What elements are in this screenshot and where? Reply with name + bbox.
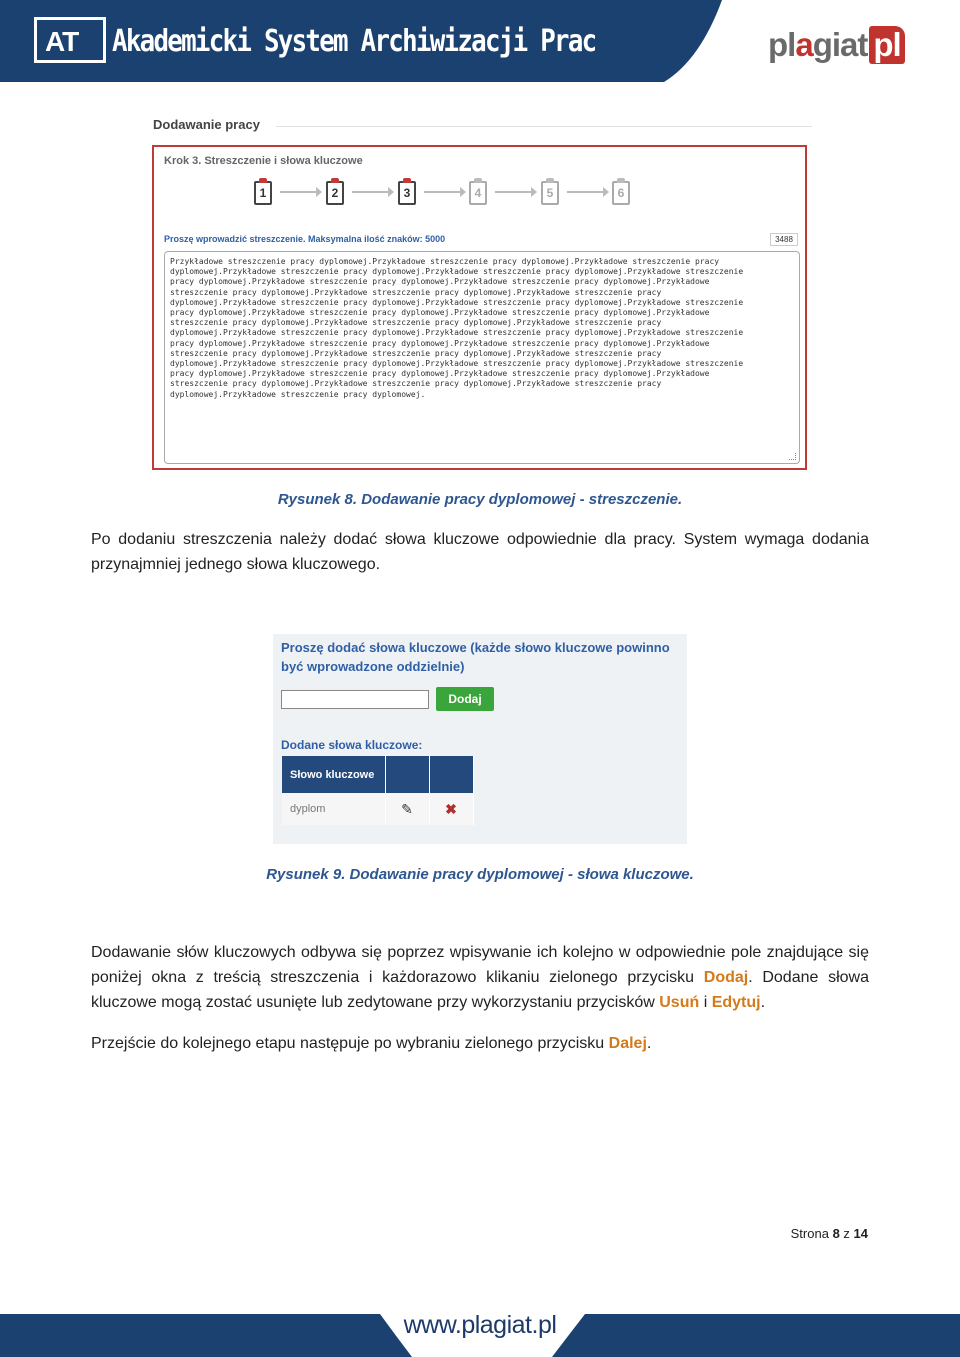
keyword-input[interactable]	[281, 690, 429, 709]
page-middle: z	[839, 1226, 854, 1241]
char-count: 3488	[770, 233, 798, 246]
brand-text-d: pl	[869, 26, 904, 64]
header-logo	[34, 17, 106, 63]
highlight-usun: Usuń	[659, 994, 700, 1011]
summary-line: dyplomowej.Przykładowe streszczenie pracy dyplomowej.Przykładowe streszczenie pracy dyplomowej.Przykładowe streszczenie	[170, 359, 744, 369]
step-6[interactable]: 6	[612, 181, 630, 205]
summary-line: streszczenie pracy dyplomowej.Przykładowe streszczenie pracy dyplomowej.Przykładowe streszczenie pracy	[170, 379, 662, 389]
page-total: 14	[853, 1226, 868, 1241]
arrow-right-icon	[352, 191, 390, 193]
header-title: Akademicki System Archiwizacji Prac	[112, 24, 596, 59]
step-panel	[152, 145, 807, 470]
brand-text-b: a	[795, 26, 813, 63]
summary-line: dyplomowej.Przykładowe streszczenie pracy dyplomowej.	[170, 389, 426, 399]
brand-text-a: pl	[768, 26, 796, 63]
summary-line: pracy dyplomowej.Przykładowe streszczenie pracy dyplomowej.Przykładowe streszczenie pracy dyplomowej.Przykładowe	[170, 277, 710, 287]
step-1[interactable]: 1	[254, 181, 272, 205]
table-row	[282, 793, 473, 825]
column-header-edit	[385, 756, 429, 793]
added-keywords-label: Dodane słowa kluczowe:	[281, 738, 423, 752]
add-keyword-button[interactable]: Dodaj	[436, 687, 494, 711]
summary-line: streszczenie pracy dyplomowej.Przykładowe streszczenie pracy dyplomowej.Przykładowe streszczenie pracy	[170, 348, 662, 358]
step-label: Krok 3. Streszczenie i słowa kluczowe	[164, 155, 363, 167]
column-header-keyword: Słowo kluczowe	[282, 756, 385, 793]
summary-line: pracy dyplomowej.Przykładowe streszczenie pracy dyplomowej.Przykładowe streszczenie pracy dyplomowej.Przykładowe	[170, 369, 710, 379]
text-span: .	[760, 994, 766, 1011]
summary-line: pracy dyplomowej.Przykładowe streszczenie pracy dyplomowej.Przykładowe streszczenie pracy dyplomowej.Przykładowe	[170, 338, 710, 348]
keywords-label: Proszę dodać słowa kluczowe (każde słowo kluczowe powinno być wprowadzone oddzielnie)	[281, 640, 670, 674]
text-span: Przejście do kolejnego etapu następuje po wybraniu zielonego przycisku	[91, 1035, 609, 1052]
keywords-table	[282, 756, 474, 825]
paragraph-intro: Po dodaniu streszczenia należy dodać słowa kluczowe odpowiednie dla pracy. System wymaga dodania przynajmniej jednego słowa kluczowego.	[91, 531, 869, 573]
highlight-dalej: Dalej	[608, 1035, 647, 1052]
plagiat-logo	[768, 26, 905, 64]
step-5[interactable]: 5	[541, 181, 559, 205]
resize-grip-icon[interactable]	[789, 453, 796, 460]
pencil-icon[interactable]: ✎	[385, 793, 429, 825]
highlight-dodaj: Dodaj	[703, 969, 749, 986]
x-icon[interactable]: ✖	[429, 793, 473, 825]
text-span: . Dodane słowa kluczowe mogą zostać usunięte lub zedytowane przy wykorzystaniu przycisków	[91, 969, 870, 1011]
summary-line: Przykładowe streszczenie pracy dyplomowej.Przykładowe streszczenie pracy dyplomowej.Przykładowe streszczenie pracy	[170, 257, 720, 266]
summary-line: dyplomowej.Przykładowe streszczenie pracy dyplomowej.Przykładowe streszczenie pracy dyplomowej.Przykładowe streszczenie	[170, 267, 744, 277]
text-span: i	[699, 994, 712, 1011]
page-number	[791, 1226, 868, 1241]
figure-summary-screenshot	[148, 108, 812, 470]
header-logo-text: AT	[45, 26, 79, 57]
summary-line: dyplomowej.Przykładowe streszczenie pracy dyplomowej.Przykładowe streszczenie pracy dyplomowej.Przykładowe streszczenie	[170, 297, 744, 307]
figure-caption-9: Rysunek 9. Dodawanie pracy dyplomowej - słowa kluczowe.	[266, 866, 694, 883]
table-header-row	[282, 756, 473, 793]
brand-text-c: giat	[812, 26, 868, 63]
figure-keywords-screenshot	[273, 634, 687, 844]
step-3[interactable]: 3	[398, 181, 416, 205]
arrow-right-icon	[567, 191, 605, 193]
text-span: .	[646, 1035, 652, 1052]
summary-line: dyplomowej.Przykładowe streszczenie pracy dyplomowej.Przykładowe streszczenie pracy dyplomowej.Przykładowe streszczenie	[170, 328, 744, 338]
page-prefix: Strona	[790, 1226, 833, 1241]
highlight-edytuj: Edytuj	[711, 994, 761, 1011]
arrow-right-icon	[424, 191, 462, 193]
keyword-cell: dyplom	[282, 793, 385, 825]
text-span: Dodawanie słów kluczowych odbywa się poprzez wpisywanie ich kolejno w odpowiednie pole znajdujące się poniżej okna z treścią streszczenia i każdorazowo klikaniu zielonego przycisku	[91, 944, 869, 986]
summary-textarea[interactable]	[164, 251, 800, 464]
summary-line: streszczenie pracy dyplomowej.Przykładowe streszczenie pracy dyplomowej.Przykładowe streszczenie pracy	[170, 318, 662, 328]
paragraph-next	[91, 1031, 869, 1056]
page-current: 8	[832, 1226, 840, 1241]
summary-label: Proszę wprowadzić streszczenie. Maksymalna ilość znaków: 5000	[164, 234, 446, 244]
step-indicator	[254, 181, 634, 211]
column-header-delete	[429, 756, 473, 793]
paragraph-keywords	[91, 940, 869, 1015]
step-4[interactable]: 4	[469, 181, 487, 205]
footer-url[interactable]: www.plagiat.pl	[403, 1311, 557, 1339]
divider	[276, 126, 812, 127]
figure-caption-8: Rysunek 8. Dodawanie pracy dyplomowej - streszczenie.	[277, 491, 683, 508]
summary-line: streszczenie pracy dyplomowej.Przykładowe streszczenie pracy dyplomowej.Przykładowe streszczenie pracy	[170, 287, 662, 297]
page-title: Dodawanie pracy	[153, 117, 260, 132]
arrow-right-icon	[280, 191, 318, 193]
arrow-right-icon	[495, 191, 533, 193]
step-2[interactable]: 2	[326, 181, 344, 205]
summary-line: pracy dyplomowej.Przykładowe streszczenie pracy dyplomowej.Przykładowe streszczenie pracy dyplomowej.Przykładowe	[170, 308, 710, 318]
